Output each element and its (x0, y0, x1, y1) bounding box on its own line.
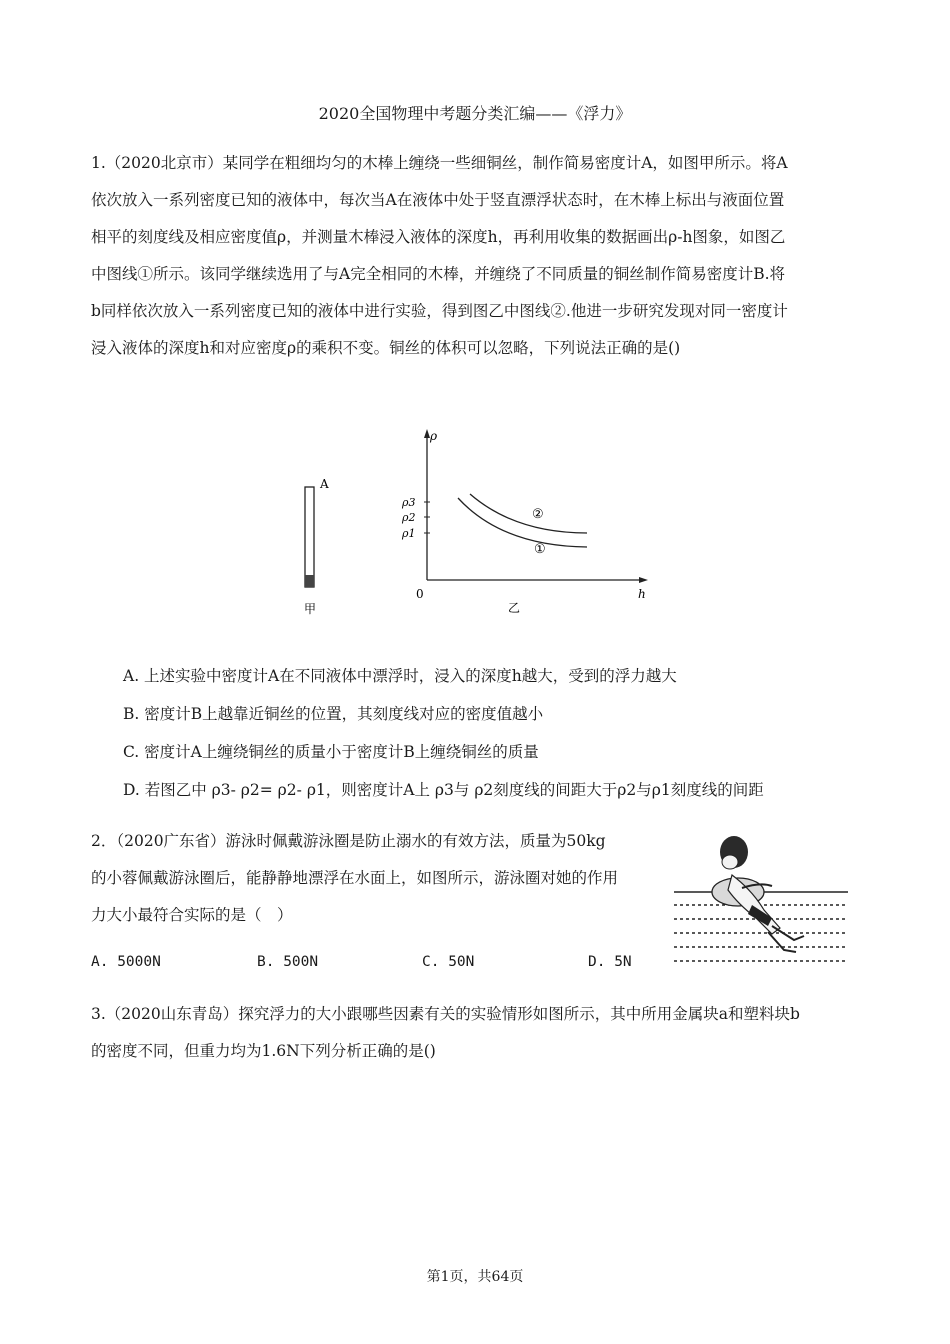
curve-1 (458, 498, 587, 547)
page-footer: 第1页，共64页 (426, 1269, 524, 1285)
q2-line: 的小蓉佩戴游泳圈后，能静静地漂浮在水面上，如图所示，游泳圈对她的作用 (91, 869, 619, 887)
caption-yi: 乙 (508, 601, 521, 615)
density-meter-figure (280, 420, 660, 620)
q1-line: 中图线①所示。该同学继续选用了与A完全相同的木棒，并缠绕了不同质量的铜丝制作简易密度计B.将 (91, 265, 786, 283)
tick-rho2: ρ2 (402, 511, 416, 524)
y-axis-label: ρ (430, 429, 438, 443)
x-axis-label: h (638, 587, 646, 601)
q2-option-a: A. 5000N (91, 954, 161, 970)
curve-2-label: ② (532, 507, 544, 522)
q1-line: 相平的刻度线及相应密度值ρ，并测量木棒浸入液体的深度h，再利用收集的数据画出ρ-h图象，如图乙 (91, 228, 786, 246)
swimmer-illustration (672, 830, 852, 975)
q2-line: 力大小最符合实际的是（ ） (91, 906, 293, 924)
curve-1-label: ① (534, 542, 546, 557)
q1-option-a: A. 上述实验中密度计A在不同液体中漂浮时，浸入的深度h越大，受到的浮力越大 (123, 667, 677, 685)
rho-h-graph (401, 429, 648, 615)
tick-rho3: ρ3 (402, 496, 416, 509)
question-3-text (91, 996, 861, 1070)
page-title: 2020全国物理中考题分类汇编——《浮力》 (318, 104, 632, 123)
question-2-text (91, 823, 666, 934)
tick-rho1: ρ1 (402, 527, 416, 540)
q1-line: b同样依次放入一系列密度已知的液体中进行实验，得到图乙中图线②.他进一步研究发现对同一密度计 (91, 302, 788, 320)
q2-option-b: B. 500N (257, 954, 319, 970)
q1-option-b: B. 密度计B上越靠近铜丝的位置，其刻度线对应的密度值越小 (123, 705, 544, 723)
q2-option-d: D. 5N (588, 954, 632, 970)
caption-jia: 甲 (304, 602, 317, 616)
question-1-text (91, 145, 861, 367)
rod-label: A (320, 477, 329, 491)
q1-line: 依次放入一系列密度已知的液体中，每次当A在液体中处于竖直漂浮状态时，在木棒上标出与液面位置 (91, 191, 785, 209)
q1-line: 1.（2020北京市）某同学在粗细均匀的木棒上缠绕一些细铜丝，制作简易密度计A，如图甲所示。将A (91, 154, 788, 172)
q2-line: 2．（2020广东省）游泳时佩戴游泳圈是防止溺水的有效方法，质量为50kg (91, 832, 606, 850)
rod-illustration (304, 477, 329, 616)
q2-option-c: C. 50N (422, 954, 475, 970)
origin-label: 0 (416, 587, 424, 601)
q3-line: 的密度不同，但重力均为1.6N下列分析正确的是() (91, 1042, 436, 1060)
q1-option-c: C. 密度计A上缠绕铜丝的质量小于密度计B上缠绕铜丝的质量 (123, 743, 539, 761)
q1-option-d: D. 若图乙中 ρ3- ρ2= ρ2- ρ1，则密度计A上 ρ3与 ρ2刻度线的间距大于ρ2与ρ1刻度线的间距 (123, 781, 764, 799)
q3-line: 3.（2020山东青岛）探究浮力的大小跟哪些因素有关的实验情形如图所示，其中所用金属块a和塑料块b (91, 1005, 800, 1023)
q1-line: 浸入液体的深度h和对应密度ρ的乘积不变。铜丝的体积可以忽略，下列说法正确的是() (91, 339, 681, 357)
curve-2 (470, 494, 587, 533)
